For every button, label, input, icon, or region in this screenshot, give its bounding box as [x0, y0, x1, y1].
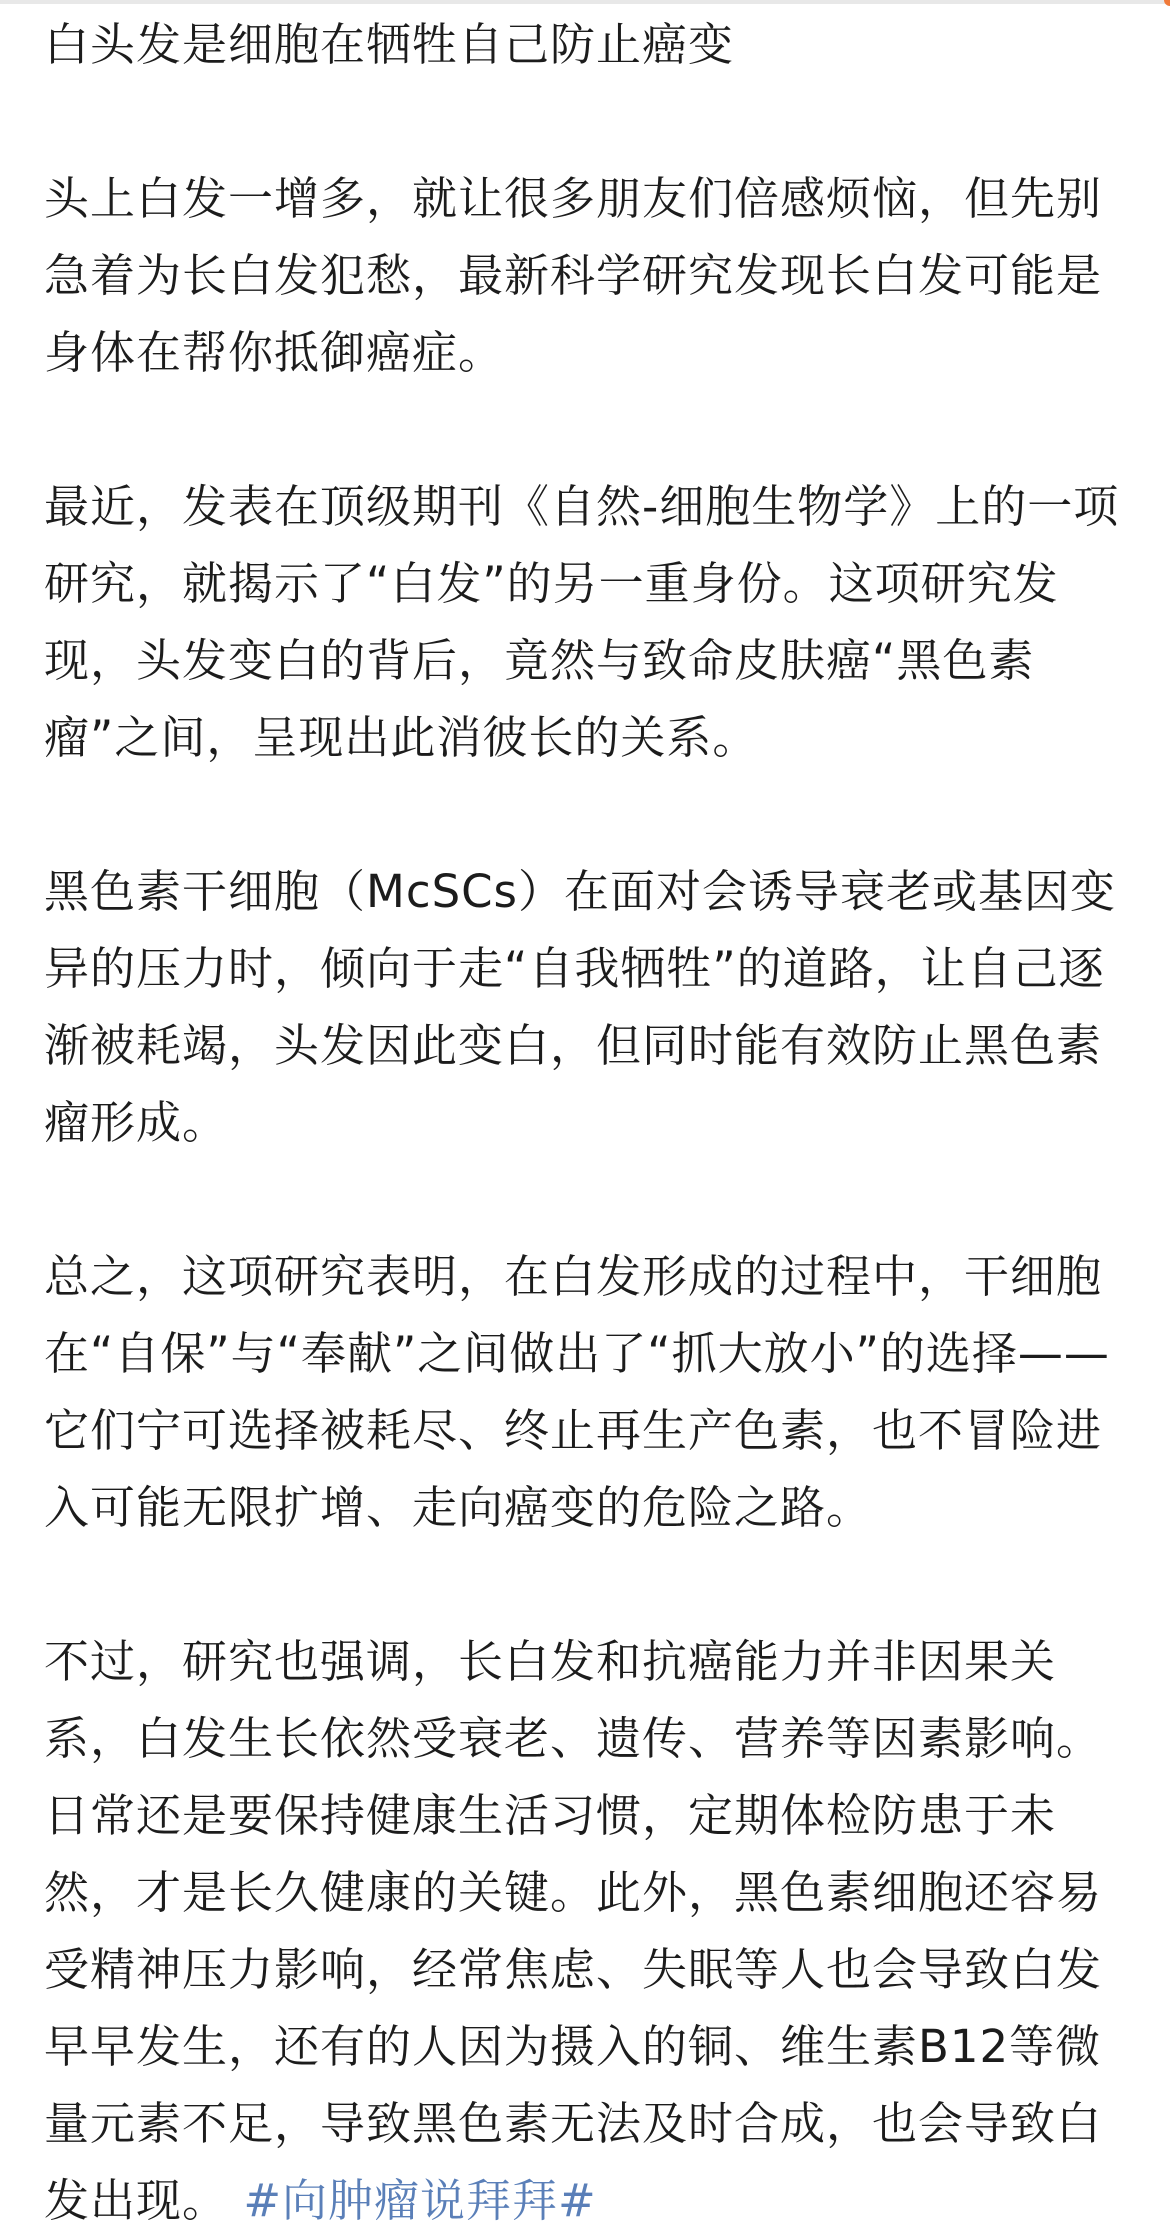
paragraph: 黑色素干细胞（McSCs）在面对会诱导衰老或基因变异的压力时，倾向于走“自我牺牲”的道路，让自己逐渐被耗竭，头发因此变白，但同时能有效防止黑色素瘤形成。 [44, 865, 1116, 1149]
paragraph: 头上白发一增多，就让很多朋友们倍感烦恼，但先别急着为长白发犯愁，最新科学研究发现长白发可能是身体在帮你抵御癌症。 [44, 172, 1103, 379]
paragraph: 最近，发表在顶级期刊《自然-细胞生物学》上的一项研究，就揭示了“白发”的另一重身份。这项研究发现，头发变白的背后，竟然与致命皮肤癌“黑色素瘤”之间，呈现出此消彼长的关系。 [44, 480, 1120, 764]
paragraph: 总之，这项研究表明，在白发形成的过程中，干细胞在“自保”与“奉献”之间做出了“抓大放小”的选择——它们宁可选择被耗尽、终止再生产色素，也不冒险进入可能无限扩增、走向癌变的危险之路。 [44, 1250, 1110, 1534]
hashtag-link[interactable]: #向肿瘤说拜拜# [243, 2174, 597, 2227]
last-paragraph [44, 1623, 1134, 2239]
post-body [44, 6, 1134, 2239]
last-paragraph-text: 不过，研究也强调，长白发和抗癌能力并非因果关系，白发生长依然受衰老、遗传、营养等因素影响。日常还是要保持健康生活习惯，定期体检防患于未然，才是长久健康的关键。此外，黑色素细胞还容易受精神压力影响，经常焦虑、失眠等人也会导致白发早早发生，还有的人因为摄入的铜、维生素B12等微量元素不足，导致黑色素无法及时合成，也会导致白发出现。 [44, 1635, 1103, 2227]
top-divider [0, 0, 1170, 4]
notification-dot [1164, 0, 1170, 6]
post-title: 白头发是细胞在牺牲自己防止癌变 [44, 18, 735, 71]
